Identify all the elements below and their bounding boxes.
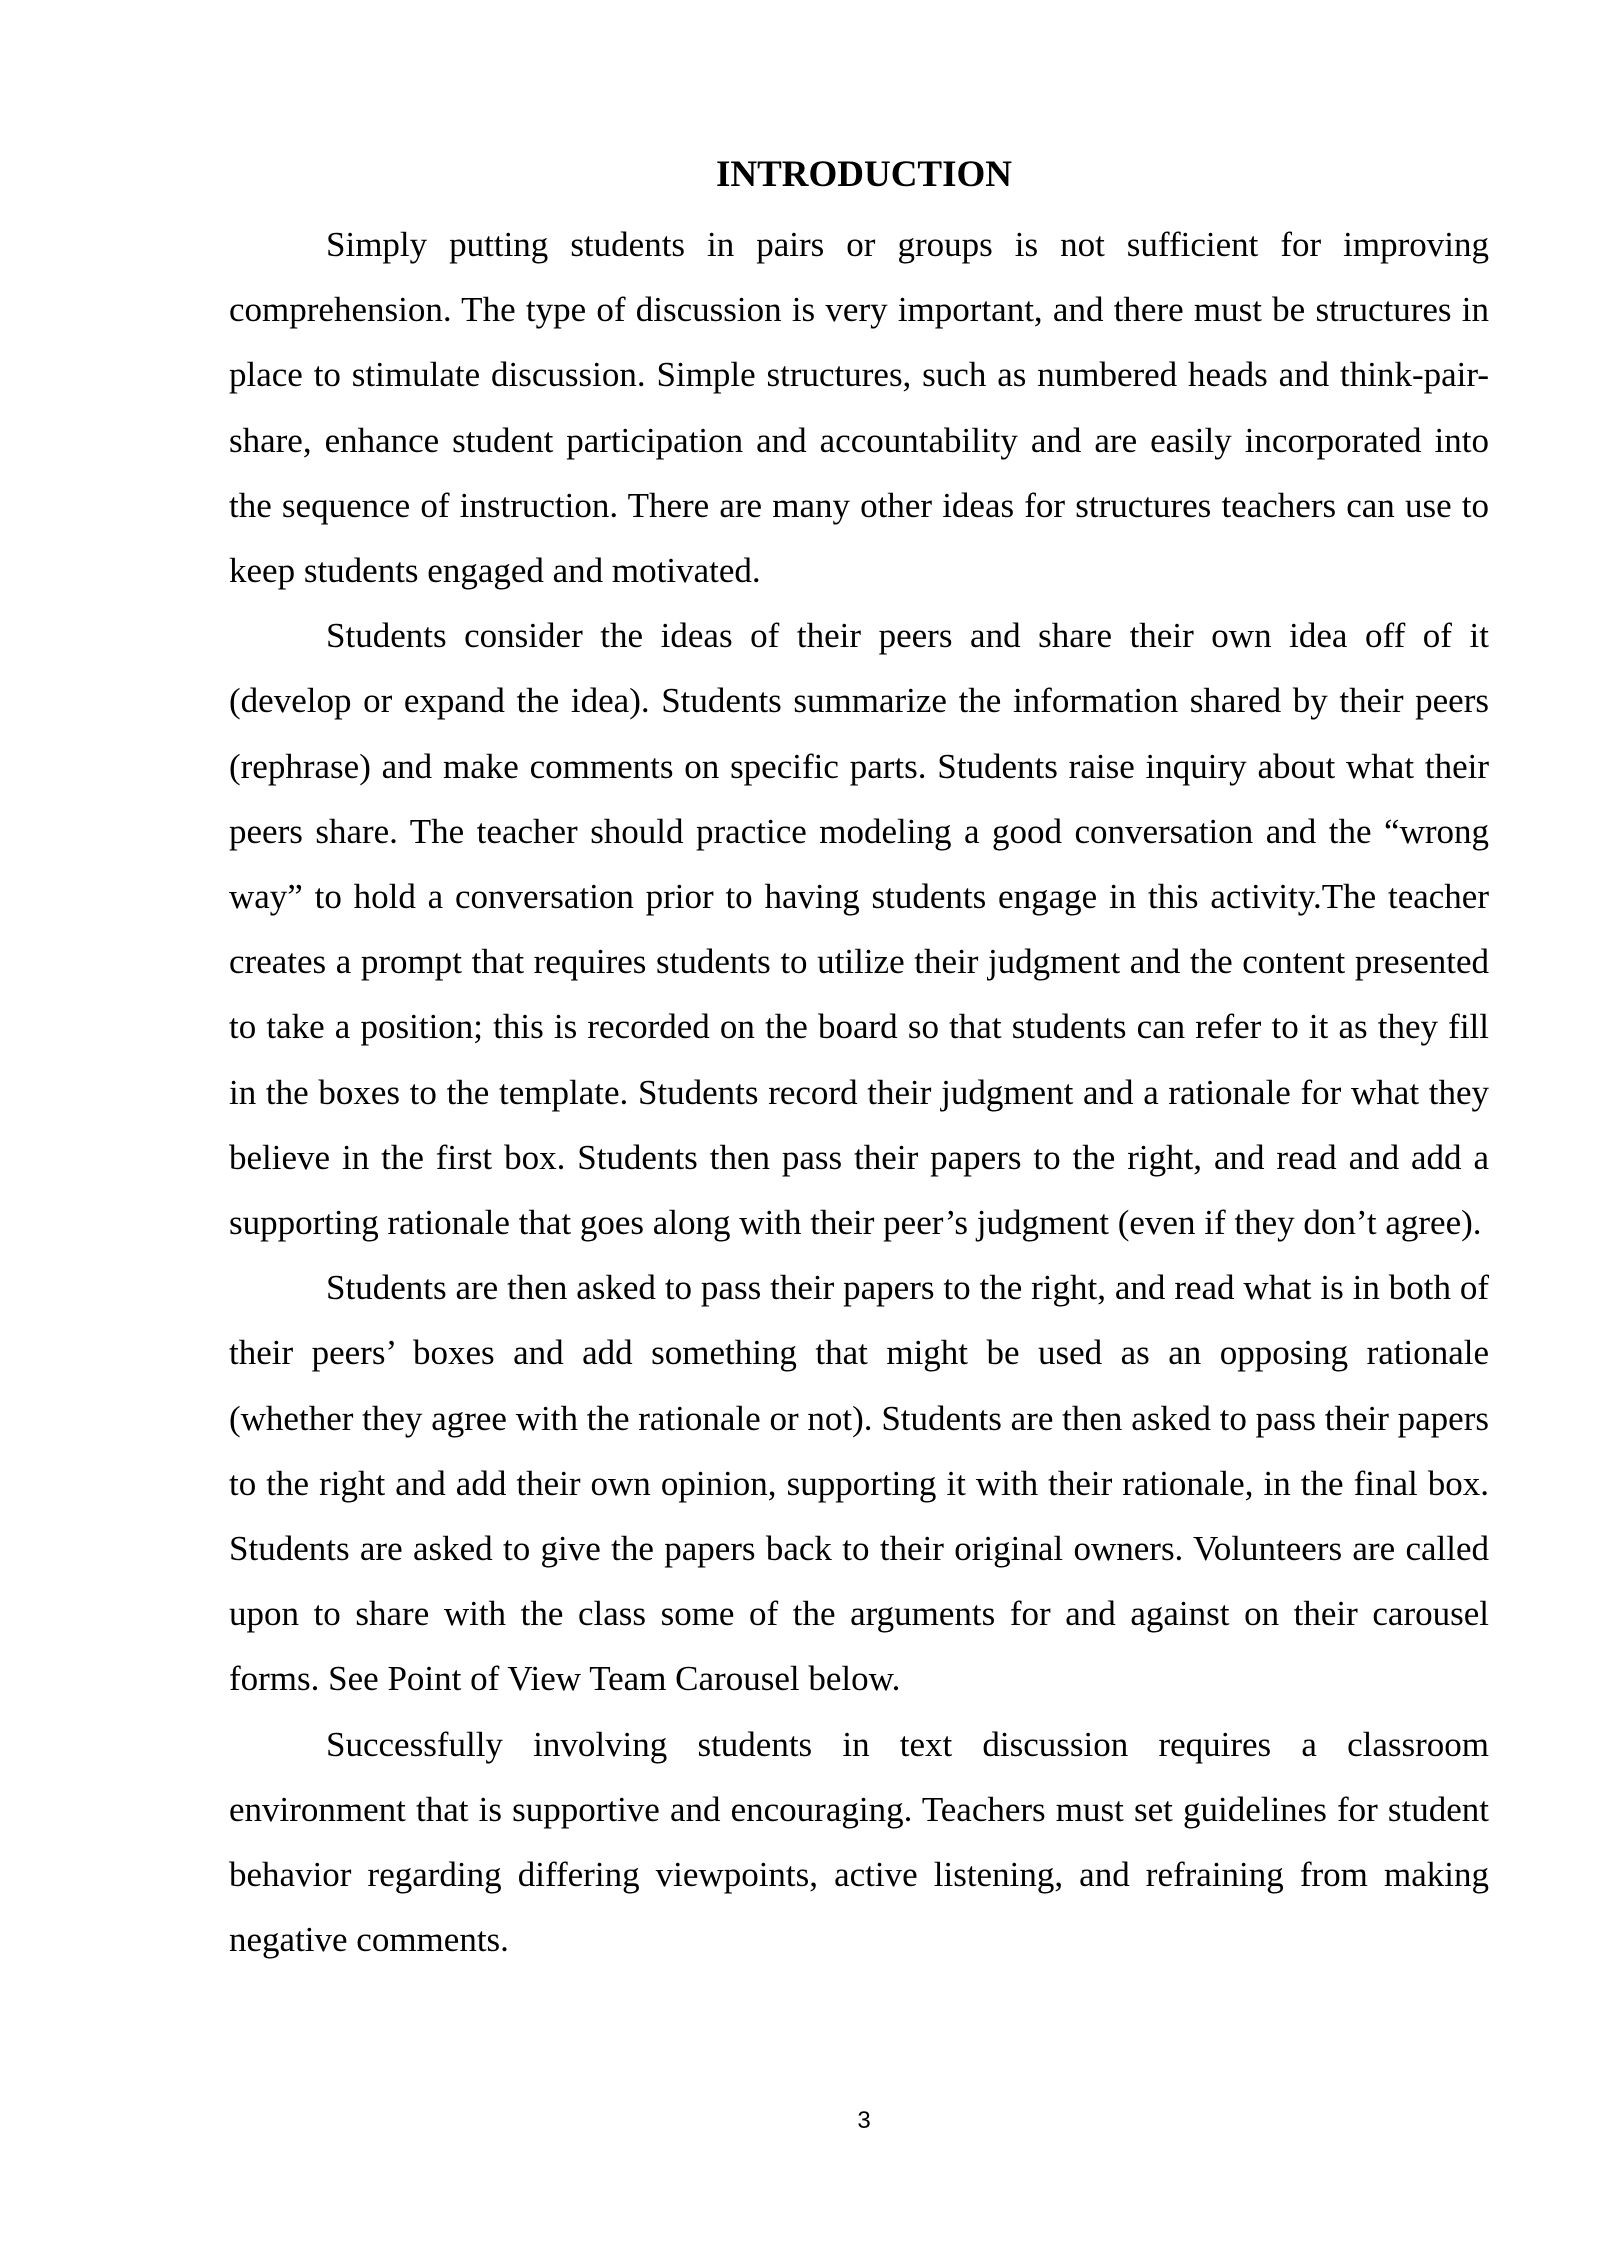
body-text: [229, 212, 1489, 1972]
page-number: 3: [857, 2107, 871, 2134]
paragraph-2: Students consider the ideas of their peers and share their own idea off of it (develop or expand the idea). Students summarize the information shared by their peers (rephrase) and make comments on specific parts. Students raise inquiry about what their peers share. The teacher should practice modeling a good conversation and the “wrong way” to hold a conversation prior to having students engage in this activity.The teacher creates a prompt that requires students to utilize their judgment and the content presented to take a position; this is recorded on the board so that students can refer to it as they fill in the boxes to the template. Students record their judgment and a rationale for what they believe in the first box. Students then pass their papers to the right, and read and add a supporting rationale that goes along with their peer’s judgment (even if they don’t agree).: [229, 616, 1489, 1243]
section-heading: INTRODUCTION: [715, 154, 1013, 195]
paragraph-3: Students are then asked to pass their papers to the right, and read what is in both of their peers’ boxes and add something that might be used as an opposing rationale (whether they agree with the rationale or not). Students are then asked to pass their papers to the right and add their own opinion, supporting it with their rationale, in the final box. Students are asked to give the papers back to their original owners. Volunteers are called upon to share with the class some of the arguments for and against on their carousel forms. See Point of View Team Carousel below.: [229, 1268, 1489, 1699]
paragraph-1: Simply putting students in pairs or groups is not sufficient for improving comprehension. The type of discussion is very important, and there must be structures in place to stimulate discussion. Simple structures, such as numbered heads and think-pair-share, enhance student participation and accountability and are easily incorporated into the sequence of instruction. There are many other ideas for structures teachers can use to keep students engaged and motivated.: [229, 225, 1489, 591]
paragraph-4: Successfully involving students in text discussion requires a classroom environment that is supportive and encouraging. Teachers must set guidelines for student behavior regarding differing viewpoints, active listening, and refraining from making negative comments.: [229, 1724, 1489, 1960]
